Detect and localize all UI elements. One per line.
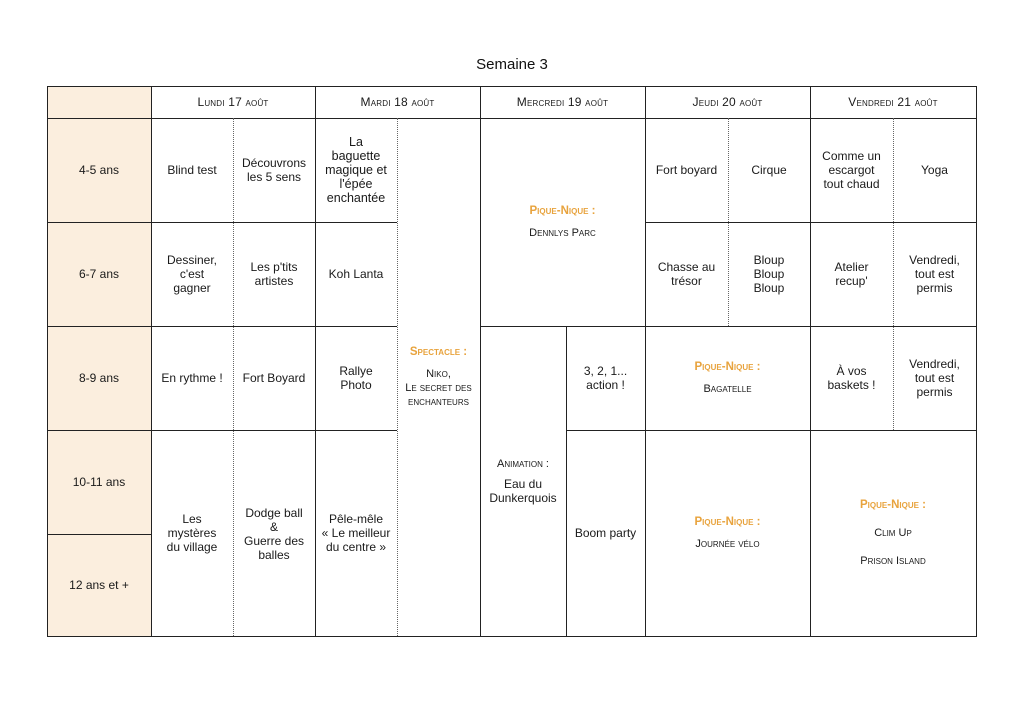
mardi-spectacle-block — [397, 118, 480, 636]
jeudi-piquenique-1012-label: Pique-Nique : — [694, 516, 761, 528]
day-header-jeudi: Jeudi 20 août — [692, 95, 763, 109]
grid-mardi-h1 — [315, 222, 397, 223]
age-label-6-7: 6-7 ans — [78, 267, 120, 281]
vendredi-10-12-piquenique — [810, 430, 976, 636]
grid-vline-age — [151, 86, 152, 637]
jeudi-4-5-activity-a: Fort boyard — [655, 163, 718, 177]
vendredi-piquenique-line-2: Prison Island — [860, 555, 926, 567]
mercredi-piquenique-block — [480, 118, 645, 326]
grid-vline-jeudi — [645, 86, 646, 637]
lundi-6-7-activity-a: Dessiner, c'est gagner — [166, 253, 218, 295]
mercredi-8-9-activity: 3, 2, 1... action ! — [583, 364, 628, 392]
mardi-6-7-activity: Koh Lanta — [328, 267, 384, 281]
jeudi-6-7-activity-a: Chasse au trésor — [657, 260, 716, 288]
jeudi-8-9-piquenique — [645, 326, 810, 430]
vendredi-4-5-activity-b: Yoga — [921, 163, 948, 177]
grid-mardi-dotted — [397, 118, 398, 636]
grid-border-right — [976, 86, 977, 637]
grid-lundi-dotted — [233, 118, 234, 636]
lundi-6-7-activity-b: Les p'tits artistes — [250, 260, 298, 288]
mercredi-piquenique-label: Pique-Nique : — [529, 205, 596, 217]
grid-border-left — [47, 86, 48, 637]
age-label-8-9: 8-9 ans — [78, 371, 120, 385]
vendredi-8-9-activity-a: À vos baskets ! — [827, 364, 876, 392]
vendredi-8-9-activity-b: Vendredi, tout est permis — [909, 357, 960, 399]
mardi-10-12-activity: Pêle-mêle « Le meilleur du centre » — [321, 512, 391, 554]
grid-vline-mardi — [315, 86, 316, 637]
grid-vline-mercredi — [480, 86, 481, 637]
grid-age-h2 — [47, 326, 151, 327]
spectacle-line-1: Niko, — [426, 368, 451, 380]
vendredi-piquenique-label: Pique-Nique : — [860, 499, 926, 511]
grid-age-h1 — [47, 222, 151, 223]
grid-age-h4 — [47, 534, 151, 535]
grid-mercredi-vsplit — [566, 326, 567, 637]
animation-text: Eau du Dunkerquois — [489, 477, 557, 505]
animation-label: Animation : — [497, 458, 549, 470]
lundi-10-12-activity-a: Les mystères du village — [166, 512, 218, 554]
lundi-4-5-activity-a: Blind test — [167, 163, 217, 177]
mardi-8-9-activity: Rallye Photo — [339, 364, 373, 392]
grid-jeudi-h2 — [645, 326, 810, 327]
grid-vendredi-dotted — [893, 118, 894, 430]
day-header-vendredi: Vendredi 21 août — [848, 95, 938, 109]
day-header-mercredi: Mercredi 19 août — [516, 95, 609, 109]
spectacle-label: Spectacle : — [409, 346, 468, 358]
grid-header-bottom — [47, 118, 977, 119]
grid-mercredi-h2 — [566, 430, 645, 431]
grid-vline-vendredi — [810, 86, 811, 637]
spectacle-line-3: enchanteurs — [408, 396, 469, 408]
grid-vendredi-h3 — [810, 430, 976, 431]
vendredi-piquenique-line-1: Clim Up — [874, 527, 912, 539]
grid-age-h3 — [47, 430, 151, 431]
jeudi-6-7-activity-b: Bloup Bloup Bloup — [753, 253, 785, 295]
lundi-8-9-activity-a: En rythme ! — [161, 371, 223, 385]
vendredi-4-5-activity-a: Comme un escargot tout chaud — [822, 149, 881, 191]
grid-border-top — [47, 86, 977, 87]
lundi-8-9-activity-b: Fort Boyard — [242, 371, 306, 385]
grid-mercredi-h1 — [480, 326, 645, 327]
day-header-lundi: Lundi 17 août — [197, 95, 269, 109]
grid-border-bottom — [47, 636, 977, 637]
lundi-10-12-activity-b: Dodge ball & Guerre des balles — [243, 506, 305, 562]
mercredi-10-12-activity: Boom party — [574, 526, 637, 540]
grid-mardi-h2 — [315, 326, 397, 327]
grid-mardi-h3 — [315, 430, 397, 431]
grid-jeudi-h3 — [645, 430, 810, 431]
jeudi-piquenique-89-label: Pique-Nique : — [694, 361, 761, 373]
age-label-10-11: 10-11 ans — [72, 475, 126, 489]
page-title: Semaine 3 — [476, 56, 548, 73]
mercredi-animation-block — [480, 326, 566, 636]
jeudi-10-12-piquenique — [645, 430, 810, 636]
jeudi-piquenique-89-place: Bagatelle — [703, 383, 752, 395]
age-label-12-plus: 12 ans et + — [69, 578, 129, 592]
vendredi-6-7-activity-a: Atelier recup' — [834, 260, 869, 288]
mercredi-piquenique-place: Dennlys Parc — [529, 227, 596, 239]
spectacle-line-2: Le secret des — [405, 382, 472, 394]
day-header-mardi: Mardi 18 août — [360, 95, 435, 109]
jeudi-piquenique-1012-place: Journée vélo — [695, 538, 760, 550]
vendredi-6-7-activity-b: Vendredi, tout est permis — [909, 253, 960, 295]
lundi-4-5-activity-b: Découvrons les 5 sens — [241, 156, 307, 184]
grid-jeudi-dotted — [728, 118, 729, 326]
age-label-4-5: 4-5 ans — [78, 163, 120, 177]
jeudi-4-5-activity-b: Cirque — [751, 163, 787, 177]
mardi-4-5-activity: La baguette magique et l'épée enchantée — [325, 135, 387, 205]
